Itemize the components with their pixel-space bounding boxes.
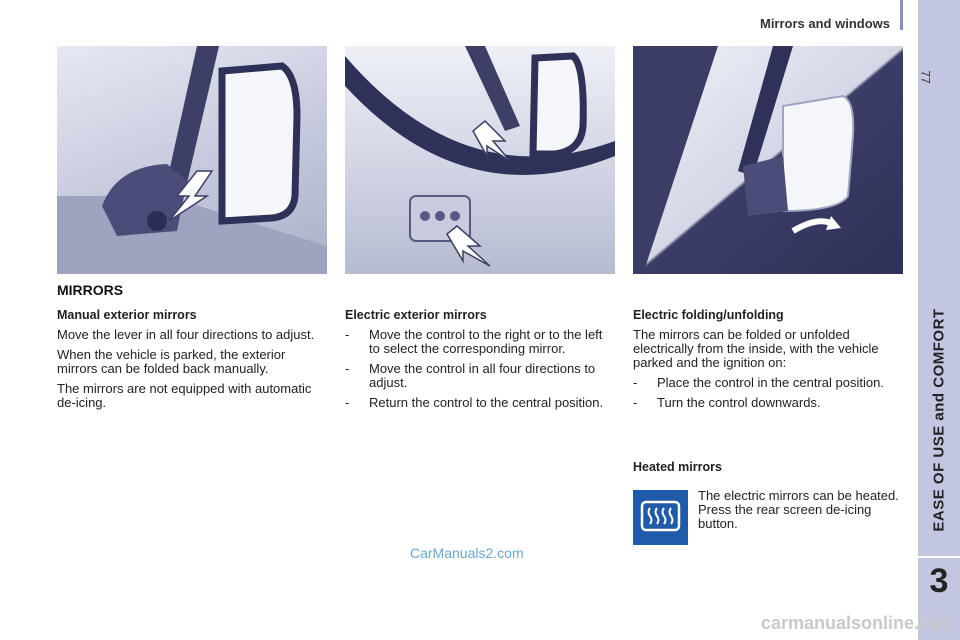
electric-steps-list: [345, 328, 610, 410]
electric-mirrors-title: Electric exterior mirrors: [345, 308, 487, 322]
folding-mirror-photo: [633, 46, 903, 274]
list-item: - Turn the control downwards.: [633, 396, 898, 410]
header-title: Mirrors and windows: [759, 16, 890, 31]
electric-mirror-photo: [345, 46, 615, 274]
folding-section: [633, 308, 898, 416]
watermark-footer: carmanualsonline.info: [760, 613, 952, 633]
list-item: - Move the control to the right or to the left to select the corresponding mirror.: [345, 328, 610, 356]
page-number: 77: [918, 70, 933, 84]
manual-paragraph: The mirrors are not equipped with automatic de-icing.: [57, 381, 312, 410]
manual-mirror-photo: [57, 46, 327, 274]
manual-mirrors-section: [57, 308, 322, 416]
chapter-number: 3: [929, 562, 949, 600]
heated-mirrors-text: The electric mirrors can be heated. Press the rear screen de-icing button.: [698, 488, 899, 531]
header-rule: [900, 0, 903, 30]
manual-paragraph: Move the lever in all four directions to adjust.: [57, 327, 315, 342]
manual-mirrors-title: Manual exterior mirrors: [57, 308, 197, 322]
rear-screen-demist-icon: [633, 490, 688, 545]
list-item: - Return the control to the central position.: [345, 396, 610, 410]
watermark-site: CarManuals2.com: [410, 545, 524, 561]
electric-mirrors-section: [345, 308, 610, 416]
section-title: MIRRORS: [57, 282, 124, 298]
list-item: - Place the control in the central position.: [633, 376, 898, 390]
folding-intro: The mirrors can be folded or unfolded electrically from the inside, with the vehicle parked and the ignition on:: [633, 327, 879, 370]
chapter-rule: [918, 556, 960, 558]
list-item: - Move the control in all four directions to adjust.: [345, 362, 610, 390]
manual-paragraph: When the vehicle is parked, the exterior mirrors can be folded back manually.: [57, 347, 286, 376]
folding-steps-list: [633, 376, 898, 410]
chapter-title: EASE OF USE and COMFORT: [930, 308, 948, 532]
heated-mirrors-title: Heated mirrors: [633, 460, 722, 474]
folding-title: Electric folding/unfolding: [633, 308, 784, 322]
